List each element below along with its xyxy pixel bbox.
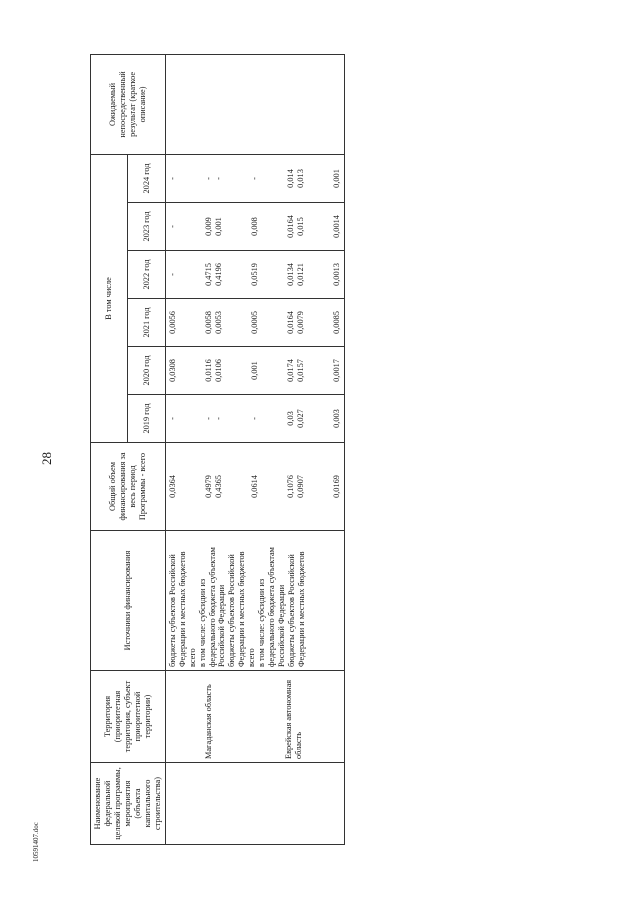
year-value: 0,0519 <box>249 263 259 286</box>
year-value: 0,0014 <box>331 215 341 238</box>
footer-file-code: 10591407.doc <box>32 822 40 862</box>
header-year-2023: 2023 год <box>128 203 165 251</box>
territory-label: Магаданская область <box>203 684 213 759</box>
year-2022-cell <box>165 251 344 299</box>
year-value: 0,001 <box>213 217 223 236</box>
page-number: 28 <box>39 452 54 465</box>
program-cell <box>165 763 344 845</box>
header-year-2020: 2020 год <box>128 347 165 395</box>
territory-label: Еврейская автономная область <box>283 679 303 759</box>
year-value: 0,0106 <box>213 359 223 382</box>
year-value: 0,0164 <box>285 311 295 334</box>
year-2019-cell <box>165 395 344 443</box>
source-label: бюджеты субъектов Российской Федерации и местных бюджетов <box>167 551 187 667</box>
header-year-2022: 2022 год <box>128 251 165 299</box>
year-value: - <box>167 417 177 420</box>
source-cell <box>165 531 344 671</box>
year-value: - <box>249 417 259 420</box>
year-2021-cell <box>165 299 344 347</box>
year-value: 0,03 <box>285 411 295 426</box>
table-row <box>165 54 344 844</box>
year-value: 0,0013 <box>331 263 341 286</box>
source-label: в том числе: субсидии из федерального бюджета субъектам Российской Федерации <box>257 547 287 667</box>
year-value: 0,0079 <box>295 311 305 334</box>
total-value: 0,1076 <box>285 475 295 498</box>
territory-label <box>168 674 178 759</box>
year-value: 0,0056 <box>167 311 177 334</box>
year-value: - <box>167 177 177 180</box>
financing-table <box>90 54 345 845</box>
year-value: 0,0053 <box>213 311 223 334</box>
total-value: 0,0364 <box>167 475 177 498</box>
header-year-2021: 2021 год <box>128 299 165 347</box>
year-value: 0,0174 <box>285 359 295 382</box>
source-label: всего <box>187 648 197 667</box>
year-value: 0,0116 <box>203 359 213 382</box>
total-value: 0,0169 <box>331 475 341 498</box>
source-label: бюджеты субъектов Российской Федерации и местных бюджетов <box>227 551 247 667</box>
year-value: 0,001 <box>331 169 341 188</box>
rotated-table-container <box>90 55 610 845</box>
year-value: 0,015 <box>295 217 305 236</box>
year-2020-cell <box>165 347 344 395</box>
header-program: Наименование федеральной целевой программы, мероприятия (объекта капитального строительства) <box>91 763 166 845</box>
year-value: 0,4196 <box>213 263 223 286</box>
year-value: 0,0121 <box>295 263 305 286</box>
year-value: 0,0005 <box>249 311 259 334</box>
year-value: - <box>213 177 223 180</box>
year-value: 0,0308 <box>167 359 177 382</box>
year-value: - <box>203 177 213 180</box>
year-value: 0,0058 <box>203 311 213 334</box>
year-value: 0,003 <box>331 409 341 428</box>
header-territory: Территория (приоритетная территория, субъект приоритетной территории) <box>91 671 166 763</box>
total-value: 0,4365 <box>213 475 223 498</box>
source-label: всего <box>247 648 257 667</box>
year-value: 0,001 <box>249 361 259 380</box>
year-value: 0,008 <box>249 217 259 236</box>
header-result: Ожидаемый непосредственный результат (краткое описание) <box>91 54 166 154</box>
year-value: 0,027 <box>295 409 305 428</box>
header-source: Источники финансирования <box>91 531 166 671</box>
year-value: 0,0085 <box>331 311 341 334</box>
year-value: 0,0164 <box>285 215 295 238</box>
year-value: - <box>213 417 223 420</box>
total-value: 0,0907 <box>295 475 305 498</box>
total-cell <box>165 443 344 531</box>
source-label: в том числе: субсидии из федерального бюджета субъектам Российской Федерации <box>197 547 227 667</box>
year-value: - <box>167 225 177 228</box>
year-2023-cell <box>165 203 344 251</box>
year-value: 0,0017 <box>331 359 341 382</box>
total-value: 0,0614 <box>249 475 259 498</box>
header-including: В том числе <box>91 154 128 442</box>
header-year-2019: 2019 год <box>128 395 165 443</box>
year-value: 0,013 <box>295 169 305 188</box>
table-body <box>165 54 344 844</box>
year-value: - <box>167 273 177 276</box>
year-value: 0,4715 <box>203 263 213 286</box>
year-2024-cell <box>165 154 344 202</box>
result-cell <box>165 54 344 154</box>
header-total: Общий объем финансирования за весь период Программы - всего <box>91 443 166 531</box>
year-value: - <box>249 177 259 180</box>
table-header <box>91 54 166 844</box>
header-year-2024: 2024 год <box>128 154 165 202</box>
year-value: - <box>203 417 213 420</box>
year-value: 0,0134 <box>285 263 295 286</box>
territory-cell <box>165 671 344 763</box>
year-value: 0,0157 <box>295 359 305 382</box>
total-value: 0,4979 <box>203 475 213 498</box>
year-value: 0,014 <box>285 169 295 188</box>
source-label: бюджеты субъектов Российской Федерации и местных бюджетов <box>287 551 307 667</box>
year-value: 0,009 <box>203 217 213 236</box>
